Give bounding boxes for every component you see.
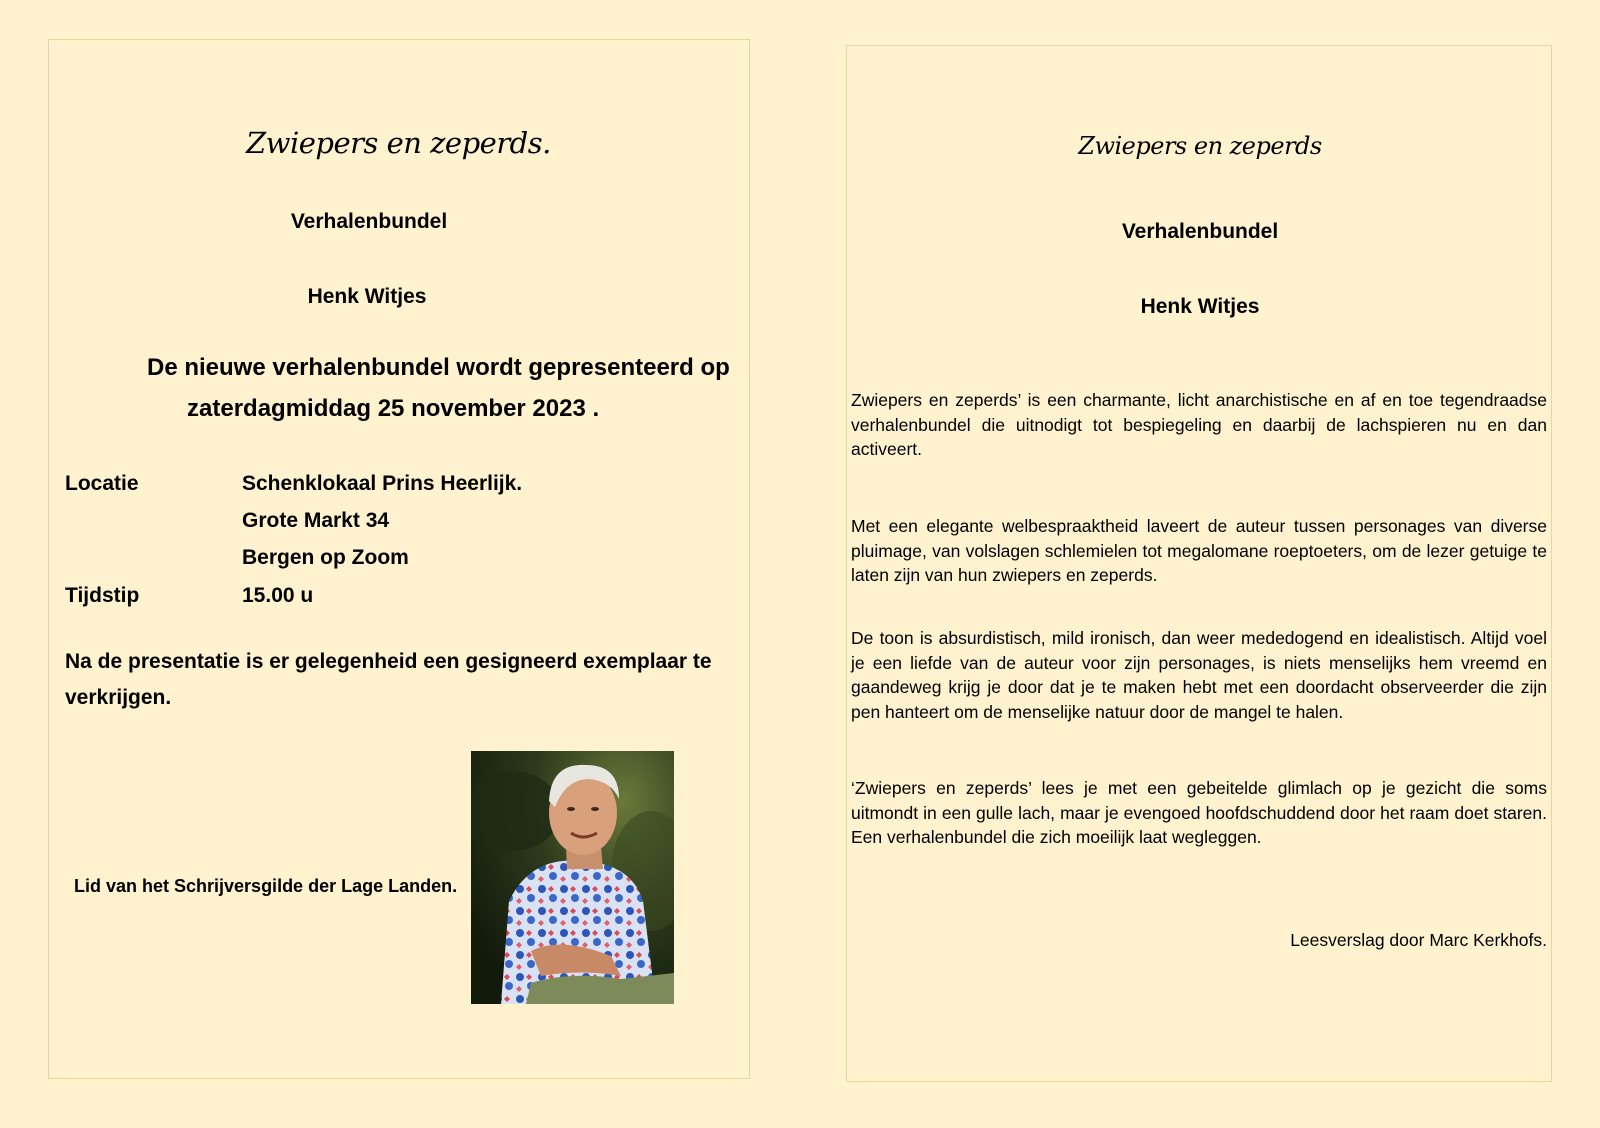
announcement-line-2: zaterdagmiddag 25 november 2023 . xyxy=(187,395,600,422)
announcement-line-1: De nieuwe verhalenbundel wordt gepresenteerd op xyxy=(147,354,730,381)
membership-line: Lid van het Schrijversgilde der Lage Landen. xyxy=(74,876,458,896)
signing-note: Na de presentatie is er gelegenheid een gesigneerd exemplaar te verkrijgen. xyxy=(65,650,712,709)
book-subtitle: Verhalenbundel xyxy=(290,210,448,233)
review-paragraph: ‘Zwiepers en zeperds’ lees je met een gebeitelde glimlach op je gezicht die soms uitmondt in een gulle lach, maar je evengoed hoofdschuddend door het raam doet staren. Een verhalenbundel die zich moeilijk laat wegleggen. xyxy=(851,778,1547,848)
author-portrait-illustration xyxy=(471,751,674,1004)
location-street: Grote Markt 34 xyxy=(242,509,390,532)
book-title: Zwiepers en zeperds. xyxy=(246,126,551,160)
right-page xyxy=(846,45,1552,1082)
time-value: 15.00 u xyxy=(242,584,314,607)
review-signature: Leesverslag door Marc Kerkhofs. xyxy=(1290,930,1547,950)
left-page xyxy=(48,39,750,1079)
review-paragraph: Met een elegante welbespraaktheid laveert de auteur tussen personages van diverse pluimage, van volslagen schlemielen tot megalomane roeptoeters, om de lezer getuige te laten zijn van hun zwiepers en zeperds. xyxy=(851,516,1547,586)
location-venue: Schenklokaal Prins Heerlijk. xyxy=(242,472,523,495)
review-author-name: Henk Witjes xyxy=(1140,295,1260,318)
location-city: Bergen op Zoom xyxy=(242,546,409,569)
review-paragraph: Zwiepers en zeperds’ is een charmante, licht anarchistische en af en toe tegendraadse verhalenbundel die uitnodigt tot bespiegeling en daarbij de lachspieren nu en dan activeert. xyxy=(851,390,1547,460)
author-name: Henk Witjes xyxy=(307,285,427,308)
author-photo xyxy=(471,751,674,1004)
time-label: Tijdstip xyxy=(65,584,140,607)
review-paragraph: De toon is absurdistisch, mild ironisch, dan weer mededogend en idealistisch. Altijd voel je een liefde van de auteur voor zijn personages, is niets menselijks hem vreemd en gaandeweg krijg je door dat je te maken hebt met een doordacht observeerder die zijn pen hanteert om de menselijke natuur door de mangel te halen. xyxy=(851,628,1547,723)
review-title: Zwiepers en zeperds xyxy=(1078,132,1322,160)
location-label: Locatie xyxy=(65,472,139,495)
review-subtitle: Verhalenbundel xyxy=(1121,220,1279,243)
